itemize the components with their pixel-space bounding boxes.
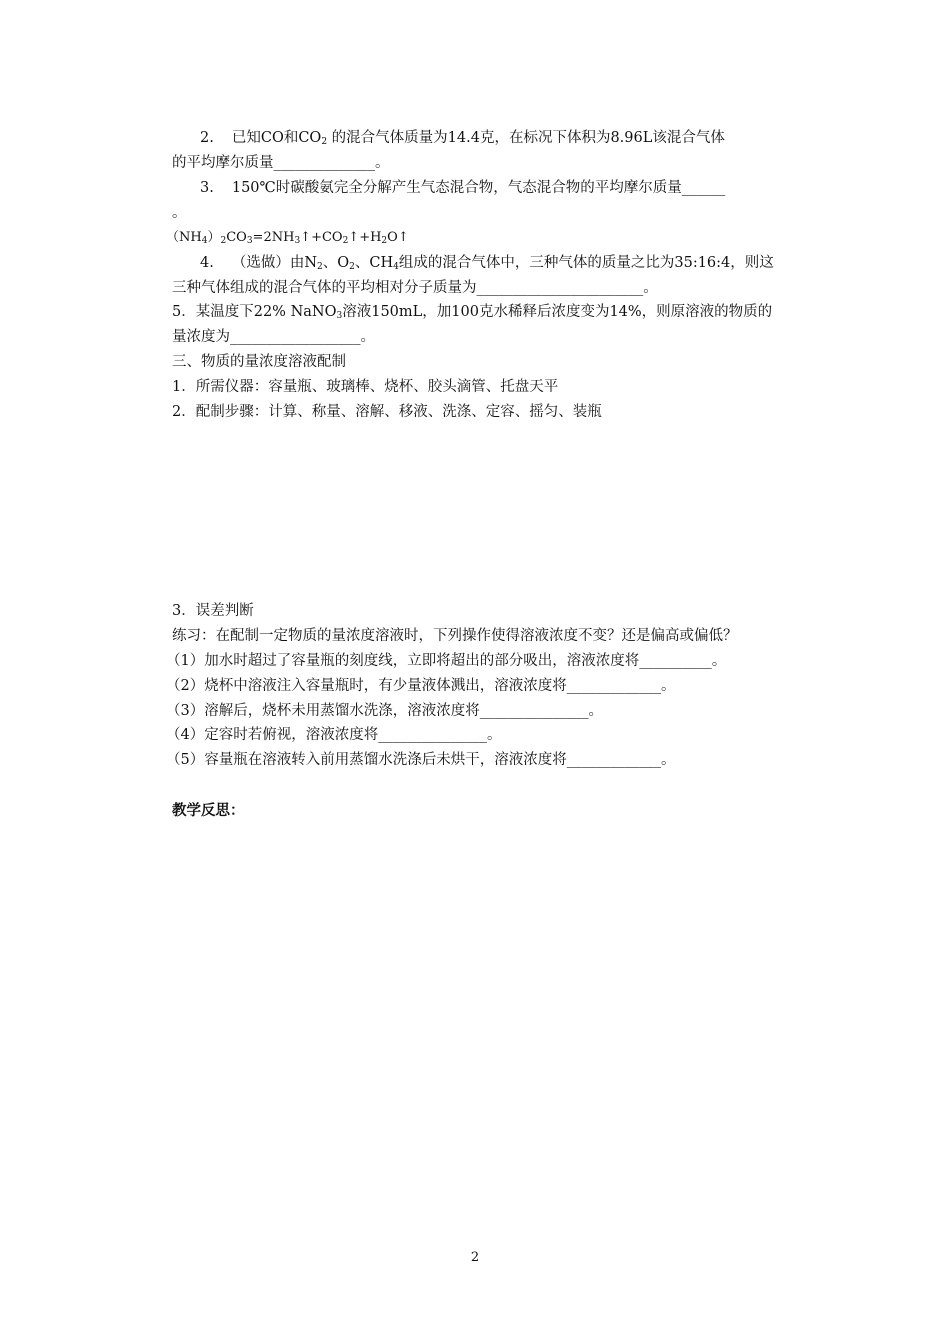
teaching-reflection-label: 教学反思： (172, 803, 245, 819)
question-2-line-2: 的平均摩尔质量______________。 (172, 155, 390, 171)
question-5-line-2: 量浓度为__________________。 (172, 329, 375, 345)
question-4-line-2: 三种气体组成的混合气体的平均相对分子质量为_______________________。 (172, 280, 658, 296)
question-5-line-1: 5．某温度下22% NaNO$_3$溶液150mL，加100克水稀释后浓度变为14%，则原溶液的物质的 (172, 304, 773, 321)
section-3-title: 三、物质的量浓度溶液配制 (172, 354, 346, 370)
practice-item-1: （1）加水时超过了容量瓶的刻度线，立即将超出的部分吸出，溶液浓度将__________。 (166, 653, 727, 669)
question-2-line-1: 2. 已知CO和$CO_2$ 的混合气体质量为14.4克，在标况下体积为8.96L该混合气体 (200, 130, 725, 147)
chemical-equation: $(NH_4)_2CO_3=2NH_3↑+CO_2↑+H_2O↑$ (166, 230, 409, 246)
question-4-line-1: 4. （选做）由$N_2$、$O_2$、$CH_4$组成的混合气体中，三种气体的质量之比为35:16:4，则这 (200, 255, 774, 272)
page-number: 2 (470, 1250, 480, 1265)
question-3-line-1: 3. 150℃时碳酸氨完全分解产生气态混合物，气态混合物的平均摩尔质量______ (200, 180, 726, 196)
practice-item-3: （3）溶解后，烧杯未用蒸馏水洗涤，溶液浓度将_______________。 (166, 703, 603, 719)
practice-prompt: 练习：在配制一定物质的量浓度溶液时，下列操作使得溶液浓度不变？还是偏高或偏低？ (172, 628, 738, 644)
practice-item-5: （5）容量瓶在溶液转入前用蒸馏水洗涤后未烘干，溶液浓度将_____________。 (166, 752, 676, 768)
practice-item-4: （4）定容时若俯视，溶液浓度将_______________。 (166, 727, 502, 743)
error-analysis-title: 3．误差判断 (172, 603, 254, 619)
question-3-line-2: 。 (172, 205, 187, 221)
section-3-item-2: 2．配制步骤：计算、称量、溶解、移液、洗涤、定容、摇匀、装瓶 (172, 404, 602, 420)
practice-item-2: （2）烧杯中溶液注入容量瓶时，有少量液体溅出，溶液浓度将_____________。 (166, 678, 676, 694)
section-3-item-1: 1．所需仪器：容量瓶、玻璃棒、烧杯、胶头滴管、托盘天平 (172, 379, 559, 395)
